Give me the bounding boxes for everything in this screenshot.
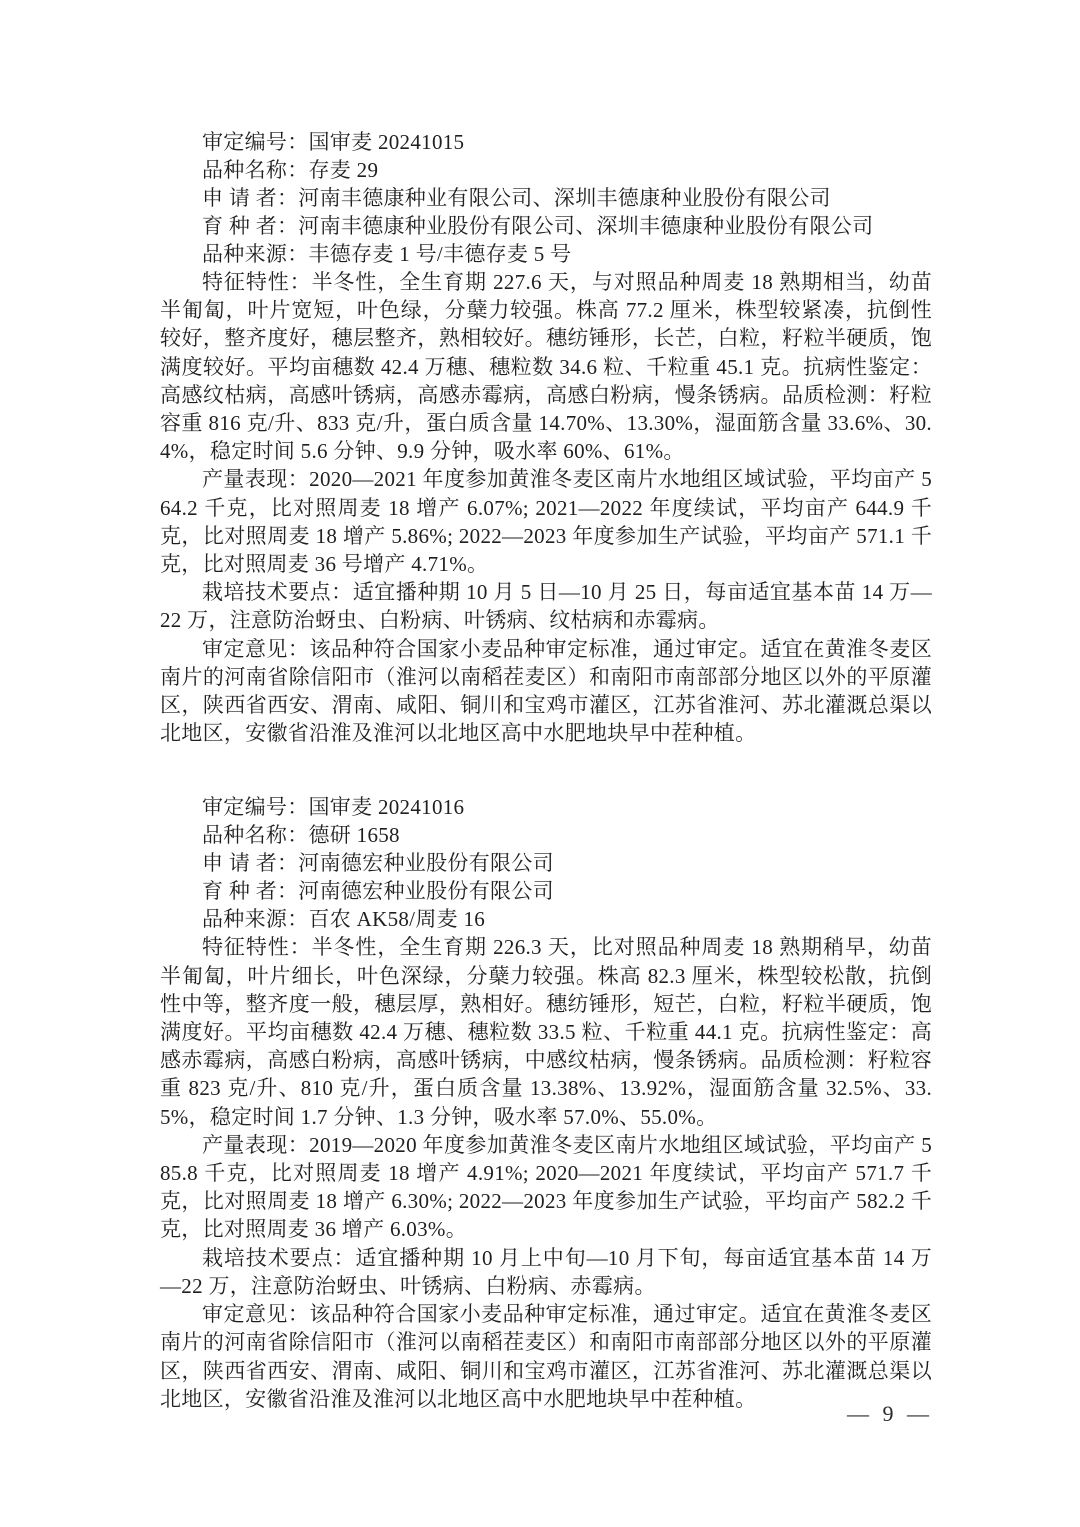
- field-approval-number: 审定编号：国审麦 20241016: [202, 795, 465, 820]
- paragraph-approval-opinion: 审定意见：该品种符合国家小麦品种审定标准，通过审定。适宜在黄淮冬麦区南片的河南省除信阳市（淮河以南稻茬麦区）和南阳市南部部分地区以外的平原灌区，陕西省西安、渭南、咸阳、铜川和宝鸡市灌区，江苏省淮河、苏北灌溉总渠以北地区，安徽省沿淮及淮河以北地区高中水肥地块早中茬种植。: [160, 1302, 932, 1411]
- variety-entry-deyan-1658: [160, 793, 932, 1412]
- page-number: — 9 —: [847, 1401, 929, 1426]
- paragraph-approval-opinion: 审定意见：该品种符合国家小麦品种审定标准，通过审定。适宜在黄淮冬麦区南片的河南省除信阳市（淮河以南稻茬麦区）和南阳市南部部分地区以外的平原灌区，陕西省西安、渭南、咸阳、铜川和宝鸡市灌区，江苏省淮河、苏北灌溉总渠以北地区，安徽省沿淮及淮河以北地区高中水肥地块早中茬种植。: [160, 636, 932, 746]
- field-variety-name: 品种名称：德研 1658: [202, 823, 400, 848]
- variety-entry-cunmai-29: [160, 128, 932, 747]
- paragraph-cultivation-techniques: 栽培技术要点：适宜播种期 10 月上中旬—10 月下旬，每亩适宜基本苗 14 万—22 万，注意防治蚜虫、叶锈病、白粉病、赤霉病。: [160, 1245, 932, 1298]
- field-variety-source: 品种来源：丰德存麦 1 号/丰德存麦 5 号: [202, 242, 572, 266]
- paragraph-yield-performance: 产量表现：2019—2020 年度参加黄淮冬麦区南片水地组区域试验，平均亩产 585.8 千克，比对照周麦 18 增产 4.91%; 2020—2021 年度续试，平均亩产 571.7 千克，比对照周麦 18 增产 6.30%; 2022—2023 年度参加生产试验，平均亩产 582.2 千克，比对照周麦 36 增产 6.03%。: [160, 1132, 932, 1242]
- paragraph-yield-performance: 产量表现：2020—2021 年度参加黄淮冬麦区南片水地组区域试验，平均亩产 564.2 千克，比对照周麦 18 增产 6.07%; 2021—2022 年度续试，平均亩产 644.9 千克，比对照周麦 18 增产 5.86%; 2022—2023 年度参加生产试验，平均亩产 571.1 千克，比对照周麦 36 号增产 4.71%。: [160, 467, 932, 577]
- paragraph-cultivation-techniques: 栽培技术要点：适宜播种期 10 月 5 日—10 月 25 日，每亩适宜基本苗 14 万—22 万，注意防治蚜虫、白粉病、叶锈病、纹枯病和赤霉病。: [160, 580, 932, 633]
- field-variety-source: 品种来源：百农 AK58/周麦 16: [202, 907, 486, 932]
- paragraph-characteristics: 特征特性：半冬性，全生育期 227.6 天，与对照品种周麦 18 熟期相当，幼苗半匍匐，叶片宽短，叶色绿，分蘖力较强。株高 77.2 厘米，株型较紧凑，抗倒性较好，整齐度好，穗层整齐，熟相较好。穗纺锤形，长芒，白粒，籽粒半硬质，饱满度较好。平均亩穗数 42.4 万穗、穗粒数 34.6 粒、千粒重 45.1 克。抗病性鉴定：高感纹枯病，高感叶锈病，高感赤霉病，高感白粉病，慢条锈病。品质检测：籽粒容重 816 克/升、833 克/升，蛋白质含量 14.70%、13.30%，湿面筋含量 33.6%、30.4%，稳定时间 5.6 分钟、9.9 分钟，吸水率 60%、61%。: [160, 270, 932, 464]
- page-content: [160, 128, 932, 1413]
- field-breeder: 育 种 者：河南丰德康种业股份有限公司、深圳丰德康种业股份有限公司: [202, 214, 874, 238]
- field-applicant: 申 请 者：河南丰德康种业有限公司、深圳丰德康种业股份有限公司: [202, 186, 831, 210]
- field-breeder: 育 种 者：河南德宏种业股份有限公司: [202, 879, 554, 904]
- field-variety-name: 品种名称：存麦 29: [202, 158, 379, 182]
- field-applicant: 申 请 者：河南德宏种业股份有限公司: [202, 851, 554, 876]
- paragraph-characteristics: 特征特性：半冬性，全生育期 226.3 天，比对照品种周麦 18 熟期稍早，幼苗半匍匐，叶片细长，叶色深绿，分蘖力较强。株高 82.3 厘米，株型较松散，抗倒性中等，整齐度一般，穗层厚，熟相好。穗纺锤形，短芒，白粒，籽粒半硬质，饱满度好。平均亩穗数 42.4 万穗、穗粒数 33.5 粒、千粒重 44.1 克。抗病性鉴定：高感赤霉病，高感白粉病，高感叶锈病，中感纹枯病，慢条锈病。品质检测：籽粒容重 823 克/升、810 克/升，蛋白质含量 13.38%、13.92%，湿面筋含量 32.5%、33.5%，稳定时间 1.7 分钟、1.3 分钟，吸水率 57.0%、55.0%。: [160, 935, 932, 1129]
- field-approval-number: 审定编号：国审麦 20241015: [202, 130, 465, 154]
